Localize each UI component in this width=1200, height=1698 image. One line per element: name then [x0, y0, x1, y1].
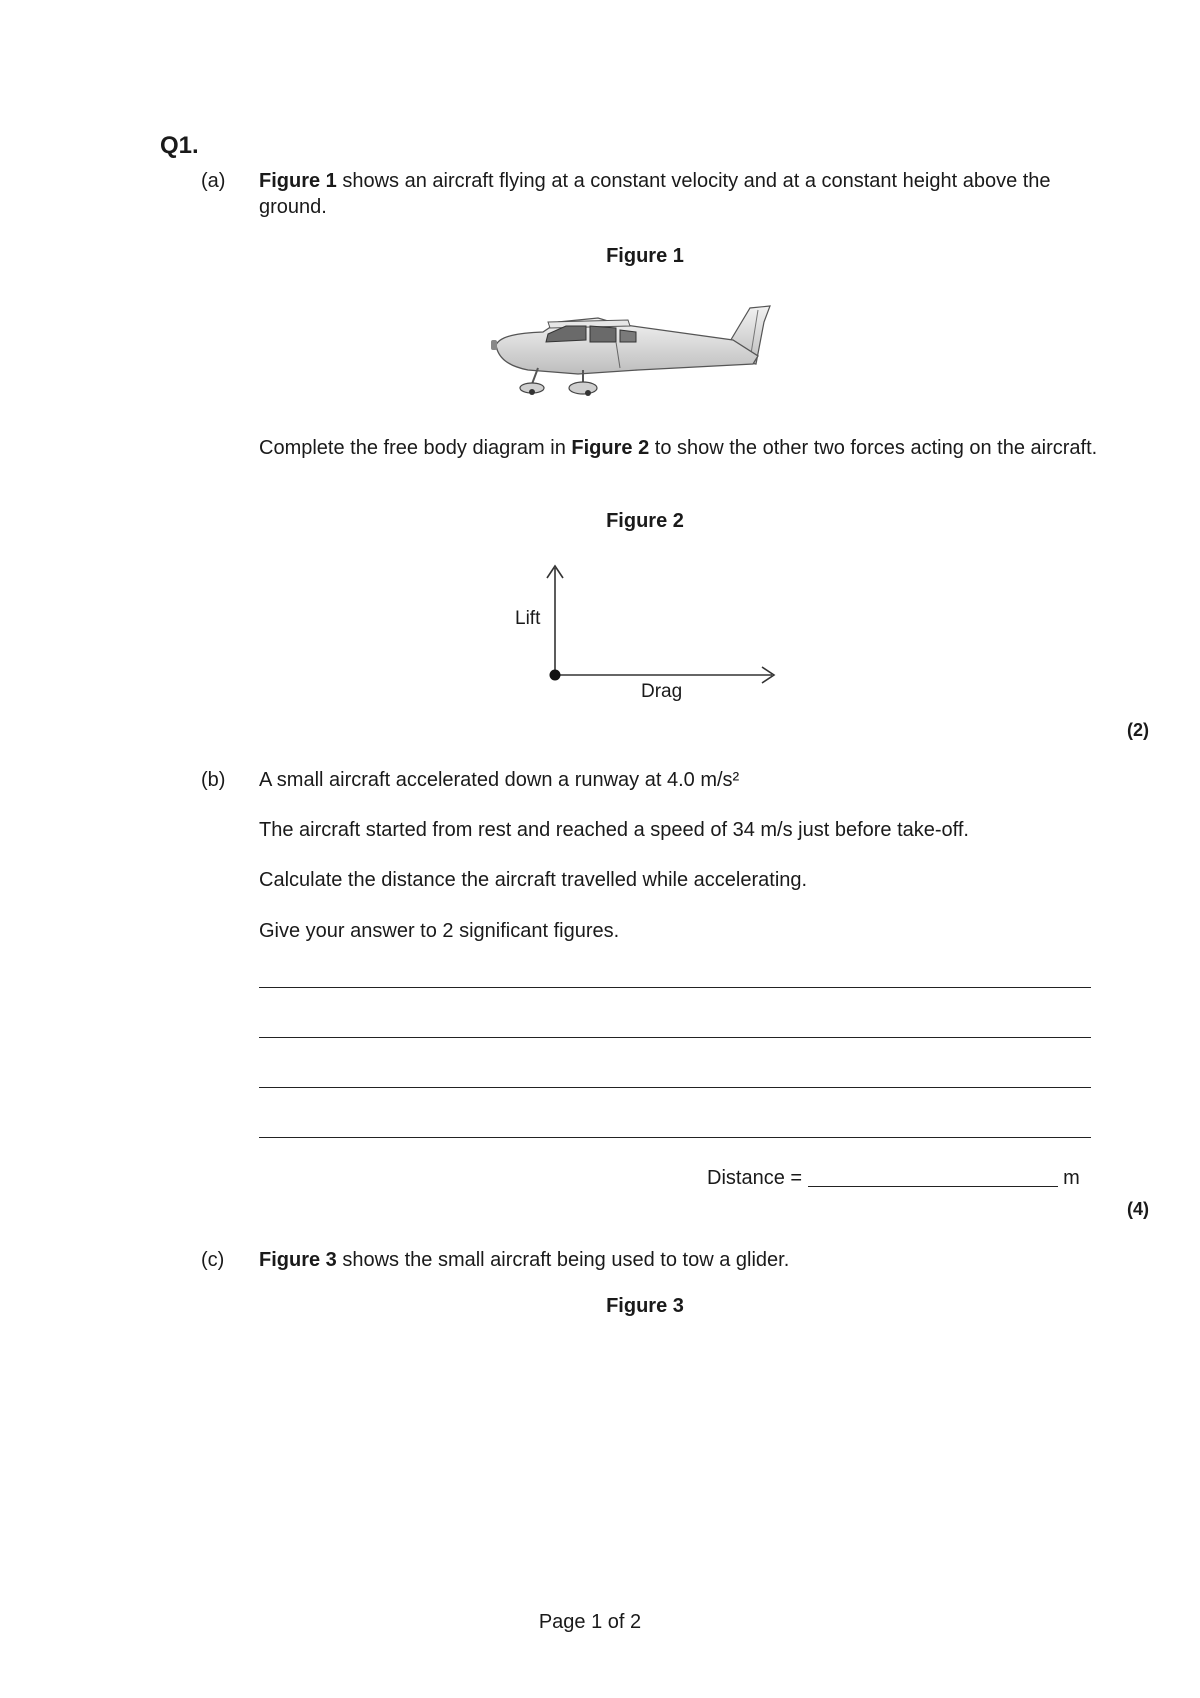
question-number: Q1. [160, 132, 199, 159]
distance-answer-blank[interactable] [808, 1186, 1058, 1187]
answer-line[interactable] [259, 987, 1091, 988]
distance-unit: m [1057, 1167, 1080, 1189]
figure1-caption: Figure 1 [606, 245, 684, 267]
fbd-point [550, 670, 561, 681]
part-b-line1: A small aircraft accelerated down a runway at 4.0 m/s² [259, 769, 740, 791]
part-a-marks: (2) [1127, 720, 1149, 740]
page-number: Page 1 of 2 [538, 1611, 642, 1633]
part-a-label: (a) [201, 170, 226, 192]
instruction-text-post: to show the other two forces acting on the aircraft. [649, 437, 1098, 459]
part-a-intro [259, 168, 1059, 220]
part-a-intro-text: shows an aircraft flying at a constant velocity and at a constant height above the ground. [259, 170, 1051, 218]
part-b-line4: Give your answer to 2 significant figures. [259, 920, 620, 942]
answer-line[interactable] [259, 1137, 1091, 1138]
aircraft-illustration [488, 300, 788, 400]
figure2-ref: Figure 2 [571, 437, 650, 459]
part-b-marks: (4) [1127, 1199, 1149, 1219]
part-c-intro-text: shows the small aircraft being used to tow a glider. [336, 1249, 790, 1271]
lift-label: Lift [515, 608, 541, 629]
figure1-ref: Figure 1 [259, 170, 337, 192]
distance-label: Distance = [707, 1167, 808, 1189]
distance-answer-row [707, 1165, 1080, 1191]
part-b-line3: Calculate the distance the aircraft travelled while accelerating. [259, 869, 808, 891]
figure3-ref: Figure 3 [259, 1249, 337, 1271]
answer-line[interactable] [259, 1087, 1091, 1088]
instruction-text-pre: Complete the free body diagram in [259, 437, 572, 459]
figure2-caption: Figure 2 [606, 510, 684, 532]
answer-line[interactable] [259, 1037, 1091, 1038]
part-b-line2: The aircraft started from rest and reached a speed of 34 m/s just before take-off. [259, 819, 969, 841]
part-b-label: (b) [201, 769, 226, 791]
part-c-label: (c) [201, 1249, 225, 1271]
part-a-instruction [259, 435, 1099, 461]
part-c-intro [259, 1247, 1099, 1273]
drag-label: Drag [641, 681, 683, 702]
figure3-caption: Figure 3 [606, 1295, 684, 1317]
